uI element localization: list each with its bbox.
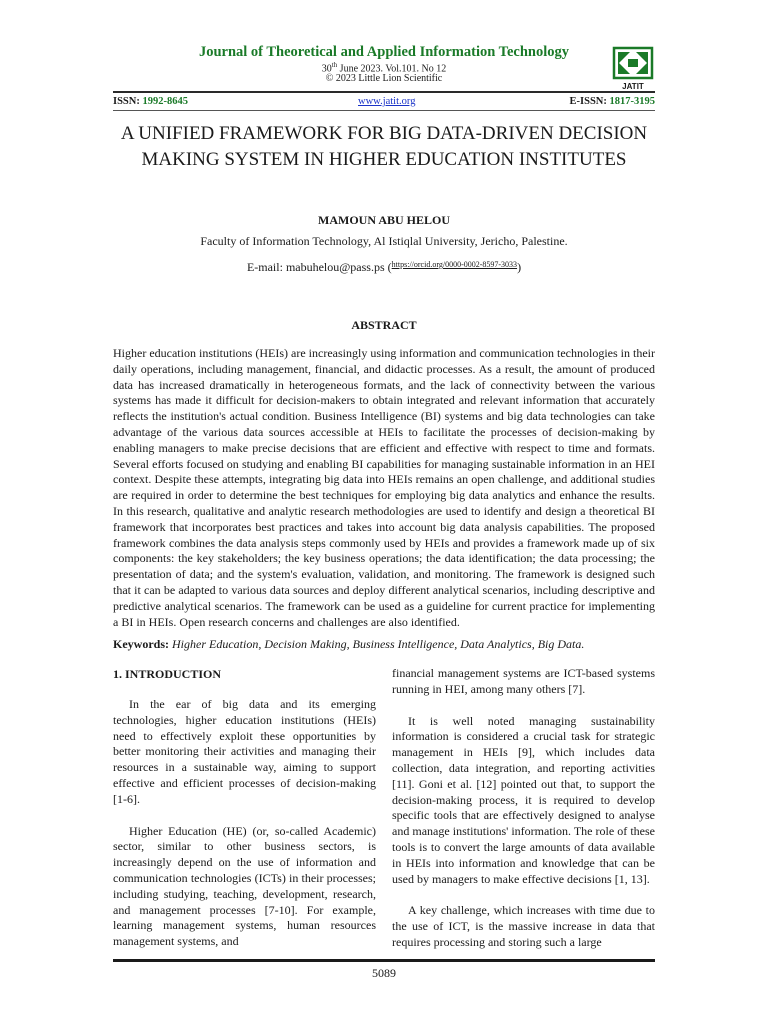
email-address[interactable]: mabuhelou@pass.ps	[285, 260, 385, 274]
footer-rule	[113, 959, 655, 962]
right-column	[392, 666, 655, 967]
left-column	[113, 697, 376, 966]
keywords-list: Higher Education, Decision Making, Business Intelligence, Data Analytics, Big Data.	[172, 637, 585, 651]
author-name: MAMOUN ABU HELOU	[318, 213, 450, 227]
journal-url-link[interactable]: www.jatit.org	[358, 96, 416, 107]
paragraph: It is well noted managing sustainability information is considered a crucial task for strategic management in HEIs [9], which includes data collection, data integration, and reporting activities [11]. Goni et al. [12] pointed out that, to support the decision-making process, it is required to develop specific tools that are effectively designed to analyse and manage institutions' information. The role of these tools is to convert the large amounts of data available in HEIs into information and knowledge that can be used by managers to make effective decisions [1, 13].	[392, 713, 655, 886]
copyright: © 2023 Little Lion Scientific	[325, 73, 443, 84]
journal-name: Journal of Theoretical and Applied Information Technology	[198, 44, 570, 60]
paragraph: Higher Education (HE) (or, so-called Academic) sector, similar to other business sectors, is increasingly depend on the use of information and communication technologies (ICTs) in their processes; including studying, teaching, development, research, and management processes [7-10]. For example, learning management systems, human resources management systems, and	[113, 823, 376, 949]
header-rule-lower	[113, 110, 655, 111]
abstract-text: Higher education institutions (HEIs) are increasingly using information and communication technologies in their daily operations, including management, financial, and didactic processes. As a result, the amount of produced data has increased dramatically in heterogeneous formats, and the lack of connectivity between the various systems has made it difficult for decision-makers to obtain integrated and relevant information that accurately reflects the institution's actual condition. Business Intelligence (BI) systems and big data technologies can take advantage of the various data sources accessible at HEIs to facilitate the processes of decision-making by enabling managers to make precise decisions that are efficient and effective with respect to time and formats. Several efforts focused on studying and enabling BI capabilities for managing sustainable information in an HEI context. Despite these attempts, integrating big data into HEIs remains an open challenge, and additional studies are required in order to determine the best techniques for employing big data analytics and enhance the results. In this research, qualitative and analytic research methodologies are used to identify and design a theoretical BI framework that incorporates best practices and takes into account big data analysis capabilities. The proposed framework combines the data analysis steps commonly used by HEIs and provides a framework made up of six components: the key stakeholders; the key business operations; the data identification; the data processing; the presentation of data; and the system's evaluation, validation, and monitoring. The framework is designed such that it can be adapted to various data sources and deploy different analytical scenarios, including descriptive and predictive analytical scenarios. The framework can be used as a guideline for current practice for implementing a BI in HEIs. Open research concerns and challenges are also identified.	[113, 346, 655, 629]
issue-date: 30th June 2023. Vol.101. No 12	[321, 61, 447, 75]
header-rule	[113, 91, 655, 93]
orcid-link[interactable]: https://orcid.org/0000-0002-8597-3033	[391, 260, 518, 269]
paper-title: A UNIFIED FRAMEWORK FOR BIG DATA-DRIVEN DECISION MAKING SYSTEM IN HIGHER EDUCATION INSTITUTES	[120, 123, 648, 170]
logo-text: JATIT	[622, 82, 644, 91]
section-heading-introduction: 1. INTRODUCTION	[113, 667, 222, 681]
paragraph: financial management systems are ICT-based systems running in HEI, among many others [7].	[392, 666, 655, 696]
keywords: Keywords: Higher Education, Decision Making, Business Intelligence, Data Analytics, Big Data.	[113, 637, 585, 651]
paragraph: A key challenge, which increases with time due to the use of ICT, is the massive increase in data that requires processing and storing such a large	[392, 903, 655, 949]
abstract-heading: ABSTRACT	[351, 318, 417, 332]
eissn: E-ISSN: 1817-3195	[569, 96, 655, 107]
author-email-line: E-mail: mabuhelou@pass.ps ($^{https://orcid.org/0000-0002-8597-3033}$)	[246, 260, 522, 274]
author-affiliation: Faculty of Information Technology, Al Istiqlal University, Jericho, Palestine.	[200, 234, 568, 248]
issn: ISSN: 1992-8645	[113, 96, 188, 107]
page-number: 5089	[372, 966, 396, 980]
jatit-logo-icon	[612, 46, 654, 92]
paragraph: In the ear of big data and its emerging technologies, higher education institutions (HEIs) need to effectively exploit these opportunities by better monitoring their activities and managing their resources in a sustainable way, aiming to support effective and efficient processes of decision-making [1-6].	[113, 697, 376, 806]
